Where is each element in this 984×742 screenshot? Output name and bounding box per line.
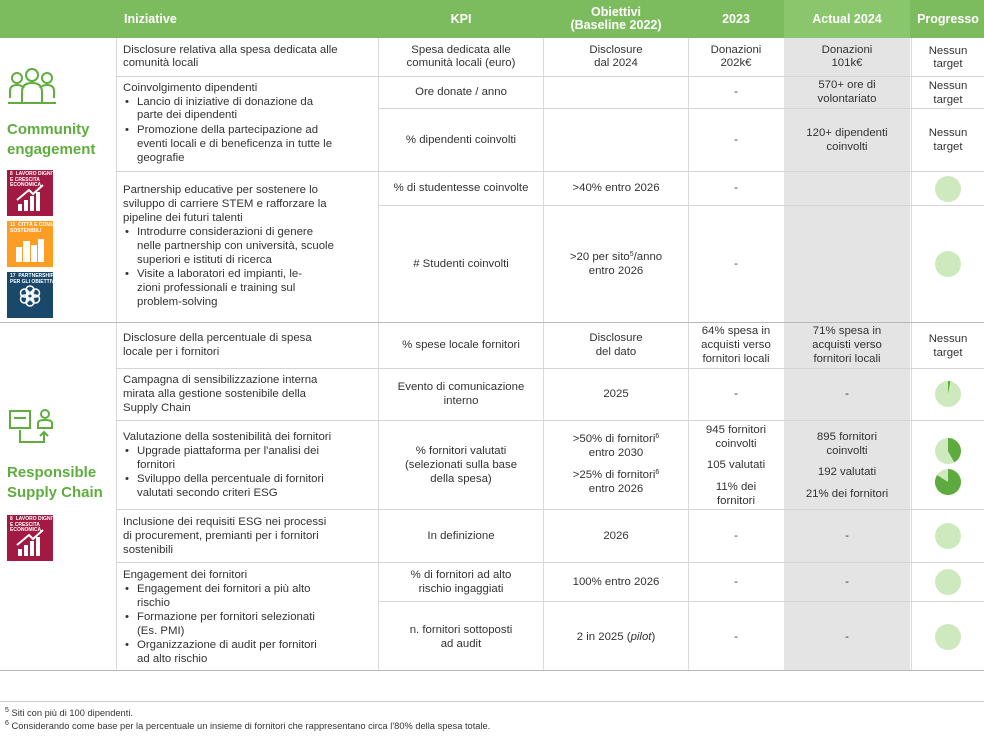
r5-initiative-line1: Campagna di sensibilizzazione interna xyxy=(123,374,318,386)
r4-actual-line3: fornitori locali xyxy=(813,353,881,365)
r4-target-line2: del dato xyxy=(595,346,637,358)
r7-initiative-line1: Inclusione dei requisiti ESG nei processi xyxy=(123,516,327,528)
r8-bullet3-line2: ad alto rischio xyxy=(137,653,208,665)
r3-progress-a-chart xyxy=(934,175,962,203)
r3-kpi-b: # Studenti coinvolti xyxy=(413,258,509,270)
r8-actual-a: - xyxy=(845,576,849,588)
progress-circle xyxy=(935,569,961,595)
r7-progress-chart xyxy=(934,522,962,550)
r2-2023-b: - xyxy=(734,134,738,146)
r7-initiative-line2: di procurement, premianti per i fornitori xyxy=(123,530,319,542)
row-divider xyxy=(116,509,984,510)
r4-initiative-line1: Disclosure della percentuale di spesa xyxy=(123,332,312,344)
r6-2023-line4: 11% dei xyxy=(715,481,757,493)
r1-target-line2: dal 2024 xyxy=(594,57,638,69)
r4-progress-line1: Nessun xyxy=(928,333,968,345)
header-obiettivi-line1: Obiettivi xyxy=(590,5,641,19)
r3-initiative-line1: Partnership educative per sostenere lo xyxy=(123,184,319,196)
r8-actual-b: - xyxy=(845,631,849,643)
r2-2023-a: - xyxy=(734,86,738,98)
supply-chain-icon xyxy=(8,408,56,448)
r2-kpi-a: Ore donate / anno xyxy=(415,86,507,98)
r6-actual-line2: coinvolti xyxy=(826,445,868,457)
r7-actual: - xyxy=(845,530,849,542)
r8-initiative-title: Engagement dei fornitori xyxy=(123,569,248,581)
r2-bullet2-line3: geografie xyxy=(137,152,185,164)
r3-bullet2-line2: zioni professionali e training sul xyxy=(137,282,296,294)
row-divider xyxy=(378,601,984,602)
r7-kpi: In definizione xyxy=(427,530,495,542)
sdg-8-icon: 8 LAVORO DIGNITOSO E CRESCITA ECONOMICA xyxy=(7,515,53,561)
r3-bullet2-line1: • Visite a laboratori ed impianti, le- xyxy=(123,268,302,281)
r6-kpi-line3: della spesa) xyxy=(430,473,492,485)
r5-progress-chart xyxy=(934,380,962,408)
header-2023: 2023 xyxy=(722,11,750,26)
r3-bullet2-line3: problem-solving xyxy=(137,296,218,308)
r6-target-a-line1: >50% di fornitori$^6$ xyxy=(572,433,660,445)
r3-bullet1-line2: nelle partnership con università, scuole xyxy=(137,240,334,252)
category-supply-line1: Responsible xyxy=(7,464,97,481)
r8-2023-a: - xyxy=(734,576,738,588)
r8-progress-a-chart xyxy=(934,568,962,596)
r1-kpi-line1: Spesa dedicata alle xyxy=(411,44,511,56)
row-divider xyxy=(116,562,984,563)
r4-actual-line2: acquisti verso xyxy=(812,339,882,351)
r8-kpi-b-line1: n. fornitori sottoposti xyxy=(409,624,513,636)
header-actual-2024: Actual 2024 xyxy=(784,0,910,38)
r3-bullet1-line1: • Introdurre considerazioni di genere xyxy=(123,226,313,239)
header-obiettivi xyxy=(544,0,688,38)
progress-circle xyxy=(935,523,961,549)
r5-target: 2025 xyxy=(603,388,629,400)
r6-actual-line3: 192 valutati xyxy=(817,466,877,478)
r6-bullet2-line1: • Sviluppo della percentuale di fornitori xyxy=(123,473,324,486)
r6-bullet1-line2: fornitori xyxy=(137,459,175,471)
r1-initiative-line1: Disclosure relativa alla spesa dedicata alle xyxy=(123,44,338,56)
r8-target-b: 2 in 2025 (pilot) xyxy=(576,631,656,643)
progress-circle xyxy=(935,176,961,202)
r1-2023-line2: 202k€ xyxy=(720,57,752,69)
row-divider xyxy=(378,108,984,109)
r8-bullet2-line1: • Formazione per fornitori selezionati xyxy=(123,611,315,624)
table-bottom-border xyxy=(0,670,984,671)
r6-2023-line5: fornitori xyxy=(717,495,755,507)
r8-bullet1-line1: • Engagement dei fornitori a più alto xyxy=(123,583,311,596)
footnote-6: $^6$ Considerando come base per la percentuale un insieme di fornitori che rappresentano circa l'80% della spesa totale. xyxy=(5,720,491,731)
r8-kpi-a-line2: rischio ingaggiati xyxy=(418,583,504,595)
r6-progress-b-chart xyxy=(934,468,962,496)
r1-kpi-line2: comunità locali (euro) xyxy=(406,57,516,69)
r5-initiative-line3: Supply Chain xyxy=(123,402,191,414)
r6-actual-line4: 21% dei fornitori xyxy=(805,488,889,500)
r6-kpi-line2: (selezionati sulla base xyxy=(404,459,518,471)
r2-bullet1-line2: parte dei dipendenti xyxy=(137,109,238,121)
progress-circle xyxy=(935,251,961,277)
r2-actual-a-line1: 570+ ore di xyxy=(818,79,876,91)
r4-actual-line1: 71% spesa in xyxy=(812,325,882,337)
r3-bullet1-line3: superiori e istituti di ricerca xyxy=(137,254,272,266)
row-divider xyxy=(116,368,984,369)
r1-progress-line1: Nessun xyxy=(928,45,968,57)
r5-actual: - xyxy=(845,388,849,400)
r1-actual-line1: Donazioni xyxy=(821,44,873,56)
r7-2023: - xyxy=(734,530,738,542)
r4-target-line1: Disclosure xyxy=(589,332,643,344)
r1-2023-line1: Donazioni xyxy=(710,44,762,56)
r6-actual-line1: 895 fornitori xyxy=(816,431,878,443)
r2-initiative-title: Coinvolgimento dipendenti xyxy=(123,82,258,94)
r8-2023-b: - xyxy=(734,631,738,643)
r3-target-b-line2: entro 2026 xyxy=(588,265,644,277)
r2-progress-b-line2: target xyxy=(933,141,963,153)
r8-progress-b-chart xyxy=(934,623,962,651)
r4-2023-line1: 64% spesa in xyxy=(701,325,771,337)
r4-2023-line3: fornitori locali xyxy=(702,353,770,365)
r7-initiative-line3: sostenibili xyxy=(123,544,174,556)
r1-target-line1: Disclosure xyxy=(589,44,643,56)
r5-2023: - xyxy=(734,388,738,400)
category-community-line1: Community xyxy=(7,121,90,138)
r6-2023-line2: coinvolti xyxy=(715,438,757,450)
r2-progress-a-line2: target xyxy=(933,94,963,106)
r8-kpi-b-line2: ad audit xyxy=(440,638,482,650)
r4-2023-line2: acquisti verso xyxy=(701,339,771,351)
r6-target-b-line2: entro 2026 xyxy=(588,483,644,495)
r2-bullet2-line1: • Promozione della partecipazione ad xyxy=(123,124,318,137)
r3-initiative-line3: pipeline dei futuri talenti xyxy=(123,212,243,224)
header-obiettivi-line2: (Baseline 2022) xyxy=(570,18,662,32)
r2-actual-a-line2: volontariato xyxy=(817,93,877,105)
r6-kpi-line1: % fornitori valutati xyxy=(415,445,507,457)
r3-progress-b-chart xyxy=(934,250,962,278)
divider xyxy=(116,38,117,670)
r8-bullet3-line1: • Organizzazione di audit per fornitori xyxy=(123,639,317,652)
r8-target-a: 100% entro 2026 xyxy=(572,576,660,588)
header-kpi: KPI xyxy=(450,11,472,26)
r5-kpi-line2: interno xyxy=(443,395,479,407)
progress-circle xyxy=(935,624,961,650)
header-iniziative: Iniziative xyxy=(124,11,177,26)
row-divider xyxy=(116,171,984,172)
section-divider xyxy=(0,322,984,323)
r7-target: 2026 xyxy=(603,530,629,542)
r2-progress-a-line1: Nessun xyxy=(928,80,968,92)
r2-actual-b-line1: 120+ dipendenti xyxy=(806,127,888,139)
r8-kpi-a-line1: % di fornitori ad alto xyxy=(410,569,512,581)
r1-actual-line2: 101k€ xyxy=(831,57,863,69)
r2-kpi-b: % dipendenti coinvolti xyxy=(405,134,517,146)
r2-actual-b-line2: coinvolti xyxy=(826,141,868,153)
r2-bullet1-line1: • Lancio di iniziative di donazione da xyxy=(123,96,313,109)
header-progresso: Progresso xyxy=(917,11,979,26)
sdg-11-icon: 11 CITTÀ E COMUNITÀ SOSTENIBILI xyxy=(7,221,53,267)
sdg-17-icon: 17 PARTNERSHIP PER GLI OBIETTIVI xyxy=(7,272,53,318)
r3-2023-b: - xyxy=(734,258,738,270)
footnote-5: $^5$ Siti con più di 100 dipendenti. xyxy=(5,707,133,718)
r3-2023-a: - xyxy=(734,182,738,194)
r1-progress-line2: target xyxy=(933,58,963,70)
r4-progress-line2: target xyxy=(933,347,963,359)
r3-target-a: >40% entro 2026 xyxy=(572,182,660,194)
r6-initiative-title: Valutazione della sostenibilità dei fornitori xyxy=(123,431,332,443)
row-divider xyxy=(116,420,984,421)
r4-kpi: % spese locale fornitori xyxy=(402,339,520,351)
r5-initiative-line2: mirata alla gestione sostenibile della xyxy=(123,388,306,400)
row-divider xyxy=(116,76,984,77)
r5-kpi-line1: Evento di comunicazione xyxy=(397,381,525,393)
r2-bullet2-line2: eventi locali e di beneficenza in tutte le xyxy=(137,138,333,150)
footnote-divider xyxy=(0,701,984,702)
r8-bullet2-line2: (Es. PMI) xyxy=(137,625,185,637)
r3-target-b-line1: >20 per sito$^5$/anno xyxy=(569,251,663,263)
row-divider xyxy=(378,205,984,206)
sdg-8-icon: 8 LAVORO DIGNITOSO E CRESCITA ECONOMICA xyxy=(7,170,53,216)
r6-bullet2-line2: valutati secondo criteri ESG xyxy=(137,487,278,499)
r2-progress-b-line1: Nessun xyxy=(928,127,968,139)
r1-initiative-line2: comunità locali xyxy=(123,57,199,69)
table-header xyxy=(0,0,984,38)
r8-bullet1-line2: rischio xyxy=(137,597,170,609)
category-community-line2: engagement xyxy=(7,141,96,158)
r6-target-a-line2: entro 2030 xyxy=(588,447,644,459)
r4-initiative-line2: locale per i fornitori xyxy=(123,346,220,358)
r6-progress-a-chart xyxy=(934,437,962,465)
r3-initiative-line2: sviluppo di carriere STEM e rafforzare la xyxy=(123,198,327,210)
r6-2023-line3: 105 valutati xyxy=(706,459,766,471)
r3-kpi-a: % di studentesse coinvolte xyxy=(393,182,529,194)
r6-target-b-line1: >25% di fornitori$^6$ xyxy=(572,469,660,481)
category-supply-line2: Supply Chain xyxy=(7,484,103,501)
people-icon xyxy=(7,66,57,106)
r6-2023-line1: 945 fornitori xyxy=(705,424,767,436)
r6-bullet1-line1: • Upgrade piattaforma per l'analisi dei xyxy=(123,445,319,458)
